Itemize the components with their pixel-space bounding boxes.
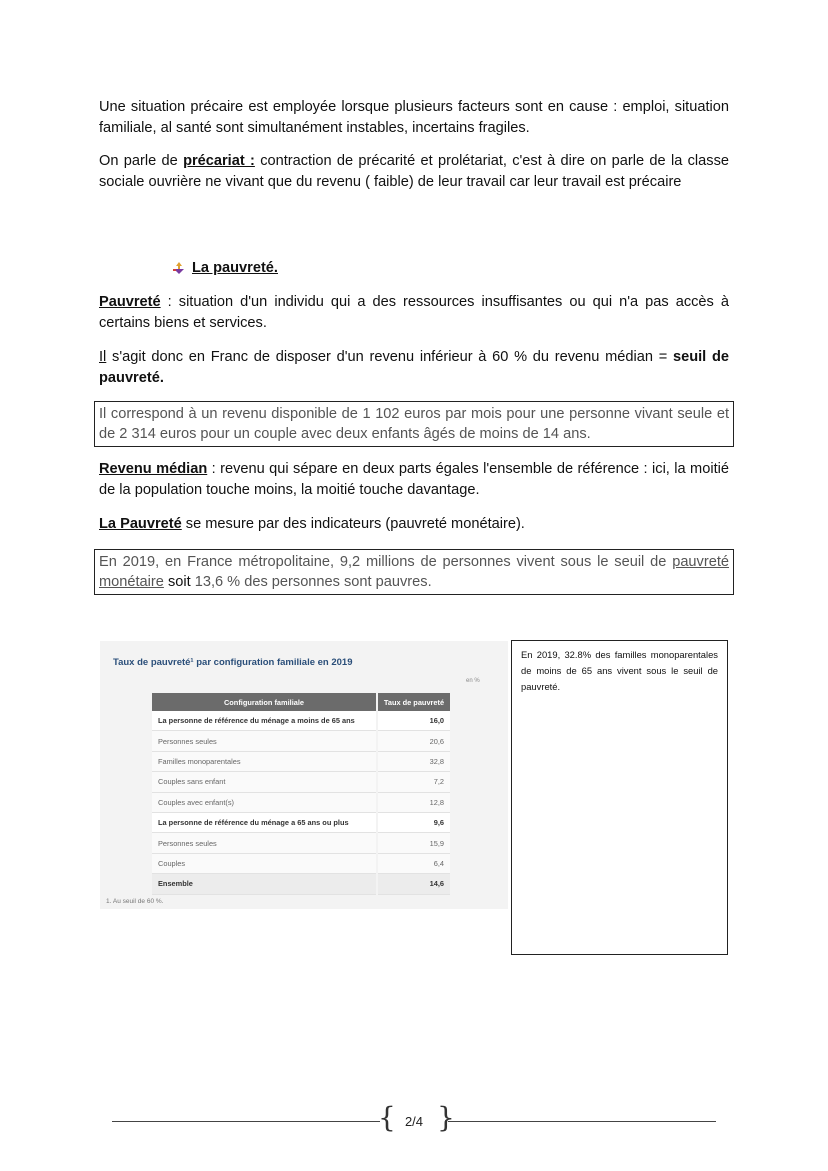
statistic-soit: soit	[163, 574, 191, 590]
table-title: Taux de pauvreté¹ par configuration familiale en 2019	[113, 657, 353, 668]
arrow-bullet-icon	[172, 261, 186, 275]
header-taux: Taux de pauvreté	[377, 693, 451, 711]
row-value: 15,9	[377, 833, 451, 853]
row-label: Couples avec enfant(s)	[152, 792, 377, 812]
paragraph-precarious-situation: Une situation précaire est employée lorsque plusieurs facteurs sont en cause : emploi, situation familiale, al santé sont simultanément instables, incertains fragiles.	[99, 99, 729, 136]
table-row	[152, 751, 451, 771]
statistic-text: En 2019, en France métropolitaine, 9,2 millions de personnes vivent sous le seuil de	[99, 554, 673, 570]
row-label: Personnes seules	[152, 833, 377, 853]
section-heading-pauvrete	[172, 260, 278, 276]
table-row	[152, 711, 451, 731]
row-value: 7,2	[377, 772, 451, 792]
row-label: La personne de référence du ménage a 65 ans ou plus	[152, 812, 377, 832]
row-value: 9,6	[377, 812, 451, 832]
row-value: 32,8	[377, 751, 451, 771]
right-brace-icon: }	[437, 1101, 455, 1134]
row-value: 6,4	[377, 853, 451, 873]
row-label: La personne de référence du ménage a moins de 65 ans	[152, 711, 377, 731]
table-row	[152, 772, 451, 792]
poverty-table-figure	[100, 641, 508, 909]
table-row-total	[152, 874, 451, 894]
paragraph-revenu-median	[99, 459, 729, 500]
footer-rule-right	[448, 1121, 716, 1122]
seuil-text: s'agit donc en Franc de disposer d'un revenu inférieur à 60 % du revenu médian =	[106, 349, 673, 365]
pauvrete-definition: : situation d'un individu qui a des ressources insuffisantes ou qui n'a pas accès à certains biens et services.	[99, 294, 729, 331]
row-label: Familles monoparentales	[152, 751, 377, 771]
paragraph-pauvrete-definition	[99, 292, 729, 333]
table-row	[152, 833, 451, 853]
table-unit: en %	[466, 678, 480, 684]
page-number: 2/4	[404, 1113, 424, 1129]
row-label: Couples	[152, 853, 377, 873]
revenu-median-term: Revenu médian	[99, 461, 208, 477]
paragraph-precariat	[99, 151, 729, 192]
monoparental-note-box: En 2019, 32.8% des familles monoparentales de moins de 65 ans vivent sous le seuil de pauvreté.	[511, 640, 728, 955]
precariat-definition: contraction de précarité et prolétariat, c'est à dire on parle de la classe sociale ouvrière ne vivant que du revenu ( faible) de leur travail car leur travail est précaire	[99, 153, 729, 190]
row-label: Personnes seules	[152, 731, 377, 751]
statistic-box	[94, 549, 734, 595]
threshold-box: Il correspond à un revenu disponible de 1 102 euros par mois pour une personne vivant seule et de 2 314 euros pour un couple avec deux enfants âgés de moins de 14 ans.	[94, 401, 734, 447]
table-footnote: 1. Au seuil de 60 %.	[106, 898, 164, 905]
row-value: 20,6	[377, 731, 451, 751]
row-label: Couples sans enfant	[152, 772, 377, 792]
seuil-bold: seuil de pauvreté.	[99, 349, 730, 386]
table-row	[152, 792, 451, 812]
row-value: 14,6	[377, 874, 451, 894]
row-value: 12,8	[377, 792, 451, 812]
statistic-rate: 13,6 % des personnes sont pauvres.	[190, 574, 432, 590]
section-heading-text: La pauvreté.	[192, 260, 278, 276]
pauvrete-monetaire-link[interactable]: pauvreté monétaire	[99, 554, 729, 590]
header-configuration: Configuration familiale	[152, 693, 377, 711]
left-brace-icon: {	[378, 1101, 396, 1134]
paragraph-mesure	[99, 514, 729, 535]
table-row	[152, 731, 451, 751]
precariat-intro: On parle de	[99, 153, 184, 169]
table-row	[152, 812, 451, 832]
paragraph-seuil	[99, 347, 729, 388]
row-label: Ensemble	[152, 874, 377, 894]
seuil-lead: Il	[99, 349, 107, 365]
footer-rule-left	[112, 1121, 380, 1122]
la-pauvrete-term: La Pauvreté	[99, 516, 182, 532]
row-value: 16,0	[377, 711, 451, 731]
table-header-row	[152, 693, 451, 711]
poverty-table	[152, 693, 452, 895]
revenu-median-definition: : revenu qui sépare en deux parts égales l'ensemble de référence : ici, la moitié de la population touche moins, la moitié touche davantage.	[99, 461, 729, 498]
pauvrete-term: Pauvreté	[99, 294, 161, 310]
precariat-term: précariat :	[183, 153, 255, 169]
table-row	[152, 853, 451, 873]
mesure-text: se mesure par des indicateurs (pauvreté monétaire).	[181, 516, 525, 532]
